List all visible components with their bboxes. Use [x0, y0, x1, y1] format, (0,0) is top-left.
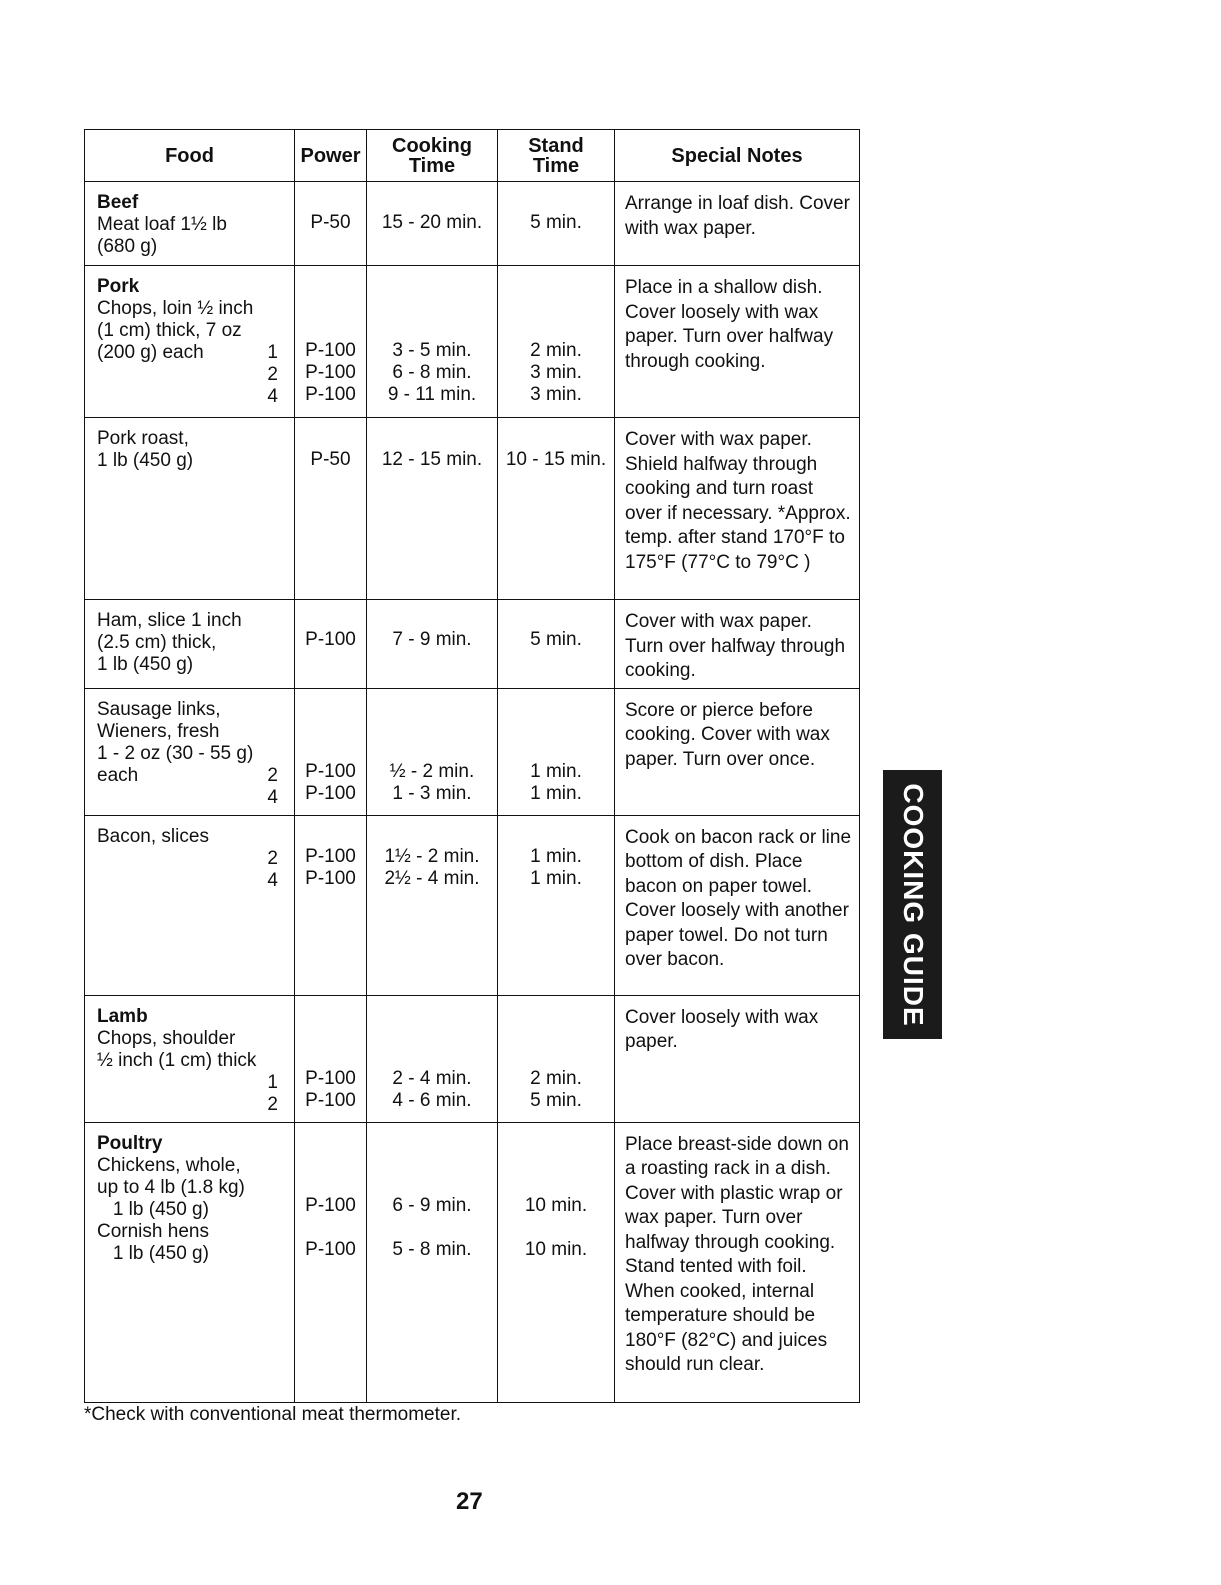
table-row [85, 266, 860, 418]
food-line [97, 1050, 286, 1072]
food-line-quantity [278, 1050, 286, 1072]
food-line [97, 870, 286, 892]
food-line-quantity: 2 [267, 364, 278, 385]
food-line [97, 450, 286, 472]
header-cooking-time [367, 130, 498, 182]
cooking-time-values [367, 816, 497, 890]
stand-time-cell [498, 688, 615, 815]
special-notes-text: Score or pierce before cooking. Cover with wax paper. Turn over once. [625, 699, 830, 770]
food-line [97, 743, 286, 765]
cooking-time-value: 7 - 9 min. [392, 629, 472, 650]
food-cell [85, 1122, 295, 1402]
food-line [97, 826, 286, 848]
cooking-time-value: 1½ - 2 min. [384, 845, 480, 867]
food-line-quantity: 4 [267, 386, 278, 407]
header-stand-time [498, 130, 615, 182]
food-line [97, 1221, 286, 1243]
stand-time-value: 5 min. [530, 1089, 582, 1111]
food-line-quantity: 1 [267, 1071, 278, 1093]
header-cooking-time-line2: Time [408, 154, 456, 177]
side-tab-label: COOKING GUIDE [897, 782, 929, 1027]
food-cell [85, 815, 295, 995]
footnote: *Check with conventional meat thermometer. [84, 1404, 462, 1425]
power-cell [295, 688, 367, 815]
header-special-notes: Special Notes [615, 130, 860, 182]
food-line-quantity [278, 654, 286, 676]
food-line-text: (1 cm) thick, 7 oz [97, 320, 242, 341]
food-category-title: Pork [97, 276, 140, 297]
cooking-time-value: 6 - 9 min. [392, 1194, 472, 1216]
power-values [295, 816, 366, 890]
food-line [97, 848, 286, 870]
power-value: P-100 [305, 1238, 356, 1260]
cooking-time-cell [367, 418, 498, 600]
food-content [85, 266, 294, 414]
table-row [85, 995, 860, 1122]
food-line [97, 1028, 286, 1050]
special-notes-cell [615, 266, 860, 418]
cooking-time-values [367, 689, 497, 805]
food-line [97, 699, 286, 721]
table-row [85, 418, 860, 600]
stand-time-value: 1 min. [530, 845, 582, 867]
food-content [85, 996, 294, 1122]
power-value: P-100 [305, 782, 356, 804]
food-line [97, 1072, 286, 1094]
power-value: P-100 [305, 629, 356, 650]
power-cell [295, 995, 367, 1122]
food-cell [85, 688, 295, 815]
stand-time-value: 3 min. [530, 362, 582, 383]
power-values [295, 1123, 366, 1261]
stand-time-value: 3 min. [530, 384, 582, 405]
food-line-quantity [278, 236, 286, 258]
stand-time-values [498, 816, 614, 890]
cooking-time-cell [367, 815, 498, 995]
food-line-quantity: 2 [267, 1093, 278, 1115]
food-line [97, 428, 286, 450]
food-line [97, 364, 286, 386]
food-line-text: Sausage links, [97, 698, 221, 720]
power-value: P-100 [305, 1089, 356, 1111]
food-content [85, 1123, 294, 1271]
power-value: P-100 [305, 362, 356, 383]
stand-time-value: 10 - 15 min. [505, 449, 607, 470]
food-line [97, 654, 286, 676]
food-line-quantity [278, 320, 286, 342]
stand-time-values [498, 996, 614, 1112]
food-line-quantity [278, 610, 286, 632]
power-cell [295, 182, 367, 266]
power-values [295, 182, 366, 234]
power-value: P-50 [310, 212, 351, 233]
food-line [97, 1243, 286, 1265]
table-row [85, 600, 860, 689]
stand-time-values [498, 418, 614, 471]
food-line [97, 236, 286, 258]
food-line [97, 632, 286, 654]
cooking-time-cell [367, 182, 498, 266]
food-line-text: 1 - 2 oz (30 - 55 g) [97, 742, 254, 764]
food-category-title: Poultry [97, 1132, 163, 1154]
food-line [97, 610, 286, 632]
stand-time-value: 1 min. [530, 760, 582, 782]
food-line [97, 787, 286, 809]
food-line-text: (2.5 cm) thick, [97, 632, 217, 653]
header-stand-time-line2: Time [532, 154, 580, 177]
cooking-time-values [367, 600, 497, 651]
stand-time-value: 1 min. [530, 782, 582, 804]
food-line-quantity [278, 1199, 286, 1221]
food-line-quantity [278, 1028, 286, 1050]
cooking-time-value: 15 - 20 min. [381, 212, 483, 233]
cooking-time-value: ½ - 2 min. [389, 760, 475, 782]
table-row [85, 815, 860, 995]
header-power: Power [295, 130, 367, 182]
food-line-text: Bacon, slices [97, 825, 209, 847]
cooking-time-value: 12 - 15 min. [381, 449, 483, 470]
food-line-text: ½ inch (1 cm) thick [97, 1049, 257, 1071]
food-line-text: 1 lb (450 g) [97, 450, 194, 471]
cooking-time-value: 5 - 8 min. [392, 1238, 472, 1260]
special-notes-cell [615, 418, 860, 600]
side-tab [883, 770, 942, 1039]
power-cell [295, 600, 367, 689]
stand-time-cell [498, 418, 615, 600]
stand-time-values [498, 182, 614, 234]
food-line-quantity: 2 [267, 847, 278, 869]
special-notes-text: Cover with wax paper. Turn over halfway through cooking. [625, 611, 846, 681]
food-category-title: Beef [97, 192, 139, 213]
food-line-quantity [278, 721, 286, 743]
food-line-text: Cornish hens [97, 1220, 209, 1242]
food-line-quantity [278, 1221, 286, 1243]
food-line-quantity [278, 1177, 286, 1199]
food-line-text: (680 g) [97, 236, 158, 257]
food-line [97, 765, 286, 787]
food-line-text: Wieners, fresh [97, 720, 220, 742]
food-line-quantity [278, 214, 286, 236]
food-line-quantity [278, 1243, 286, 1265]
special-notes-cell [615, 688, 860, 815]
food-content [85, 600, 294, 682]
food-line [97, 721, 286, 743]
special-notes-cell [615, 182, 860, 266]
stand-time-cell [498, 815, 615, 995]
food-line-text: Ham, slice 1 inch [97, 610, 242, 631]
header-cooking-time-line1: Cooking [392, 134, 472, 157]
food-content [85, 418, 294, 478]
food-line-quantity [278, 450, 286, 472]
food-line-quantity [278, 632, 286, 654]
food-content [85, 182, 294, 264]
cooking-time-cell [367, 995, 498, 1122]
stand-time-cell [498, 182, 615, 266]
special-notes-text: Cook on bacon rack or line bottom of dish. Place bacon on paper towel. Cover loosely with another paper towel. Do not turn over bacon. [625, 826, 852, 970]
power-values [295, 689, 366, 805]
stand-time-cell [498, 600, 615, 689]
power-values [295, 996, 366, 1112]
food-line [97, 1155, 286, 1177]
food-line-text: 1 lb (450 g) [97, 1198, 209, 1220]
cooking-time-values [367, 1123, 497, 1261]
stand-time-value: 2 min. [530, 1067, 582, 1089]
stand-time-value: 2 min. [530, 340, 582, 361]
power-cell [295, 815, 367, 995]
table-row [85, 688, 860, 815]
table-row [85, 182, 860, 266]
stand-time-values [498, 266, 614, 406]
special-notes-text: Place breast-side down on a roasting rack in a dish. Cover with plastic wrap or wax paper. Turn over halfway through cooking. Stand tented with foil. When cooked, internal temperature should be 180°F (82°C) and juices should run clear. [625, 1133, 849, 1375]
food-line [97, 298, 286, 320]
cooking-guide-table [84, 129, 860, 1403]
food-content [85, 689, 294, 815]
stand-time-values [498, 1123, 614, 1261]
food-line-text: each [97, 764, 139, 786]
food-line-text: Pork roast, [97, 428, 189, 449]
food-line [97, 214, 286, 236]
food-line-text: up to 4 lb (1.8 kg) [97, 1176, 245, 1198]
food-line-quantity [278, 826, 286, 848]
power-value: P-100 [305, 384, 356, 405]
food-line-quantity [278, 298, 286, 320]
power-value: P-100 [305, 760, 356, 782]
food-line-quantity: 4 [267, 869, 278, 891]
cooking-time-value: 3 - 5 min. [392, 340, 472, 361]
power-value: P-100 [305, 340, 356, 361]
food-line [97, 320, 286, 342]
food-line-quantity: 4 [267, 786, 278, 808]
power-cell [295, 266, 367, 418]
cooking-time-value: 9 - 11 min. [387, 384, 477, 405]
food-line-text: Chickens, whole, [97, 1154, 241, 1176]
cooking-time-values [367, 182, 497, 234]
food-line-text: Chops, shoulder [97, 1027, 236, 1049]
power-values [295, 418, 366, 471]
food-line [97, 342, 286, 364]
cooking-time-value: 1 - 3 min. [392, 782, 472, 804]
power-values [295, 600, 366, 651]
power-values [295, 266, 366, 406]
cooking-time-value: 4 - 6 min. [392, 1089, 472, 1111]
food-line-text: Meat loaf 1½ lb [97, 214, 227, 235]
cooking-time-value: 6 - 8 min. [392, 362, 472, 383]
cooking-time-value: 2 - 4 min. [392, 1067, 472, 1089]
special-notes-cell [615, 1122, 860, 1402]
special-notes-text: Place in a shallow dish. Cover loosely with wax paper. Turn over halfway through cooking. [625, 277, 834, 372]
food-line [97, 1177, 286, 1199]
stand-time-cell [498, 266, 615, 418]
food-line [97, 386, 286, 408]
cooking-time-cell [367, 1122, 498, 1402]
power-cell [295, 1122, 367, 1402]
food-cell [85, 995, 295, 1122]
power-value: P-100 [305, 845, 356, 867]
table-row [85, 1122, 860, 1402]
cooking-time-cell [367, 688, 498, 815]
food-line-text: Chops, loin ½ inch [97, 298, 254, 319]
food-category-title: Lamb [97, 1005, 148, 1027]
special-notes-cell [615, 600, 860, 689]
table-body [85, 182, 860, 1403]
food-line [97, 1199, 286, 1221]
special-notes-text: Cover loosely with wax paper. [625, 1006, 819, 1052]
stand-time-value: 5 min. [530, 629, 582, 650]
page-number: 27 [456, 1488, 483, 1515]
cooking-time-values [367, 266, 497, 406]
header-food: Food [85, 130, 295, 182]
food-content [85, 816, 294, 898]
header-stand-time-line1: Stand [528, 134, 584, 157]
stand-time-value: 5 min. [530, 212, 582, 233]
food-line [97, 1094, 286, 1116]
food-cell [85, 266, 295, 418]
stand-time-value: 10 min. [524, 1194, 588, 1216]
cooking-time-value: 2½ - 4 min. [384, 867, 480, 889]
power-value: P-100 [305, 1067, 356, 1089]
food-line-quantity [278, 428, 286, 450]
food-line-quantity [278, 743, 286, 765]
food-cell [85, 600, 295, 689]
power-cell [295, 418, 367, 600]
cooking-time-values [367, 418, 497, 471]
power-value: P-50 [310, 449, 351, 470]
food-line-quantity [278, 1155, 286, 1177]
food-line-quantity [278, 699, 286, 721]
food-line-text: 1 lb (450 g) [97, 1242, 209, 1264]
food-line-quantity: 1 [267, 342, 278, 363]
cooking-time-cell [367, 600, 498, 689]
special-notes-text: Arrange in loaf dish. Cover with wax paper. [625, 193, 850, 239]
special-notes-cell [615, 995, 860, 1122]
power-value: P-100 [305, 867, 356, 889]
stand-time-values [498, 600, 614, 651]
food-line-text: 1 lb (450 g) [97, 654, 194, 675]
stand-time-cell [498, 1122, 615, 1402]
power-value: P-100 [305, 1194, 356, 1216]
stand-time-values [498, 689, 614, 805]
stand-time-cell [498, 995, 615, 1122]
stand-time-value: 10 min. [524, 1238, 588, 1260]
food-cell [85, 418, 295, 600]
stand-time-value: 1 min. [530, 867, 582, 889]
special-notes-text: Cover with wax paper. Shield halfway through cooking and turn roast over if necessary. *Approx. temp. after stand 170°F to 175°F (77°C to 79°C ) [625, 429, 851, 573]
cooking-time-cell [367, 266, 498, 418]
cooking-time-values [367, 996, 497, 1112]
food-line-quantity: 2 [267, 764, 278, 786]
special-notes-cell [615, 815, 860, 995]
table-header-row [85, 130, 860, 182]
food-cell [85, 182, 295, 266]
food-line-text: (200 g) each [97, 342, 204, 363]
